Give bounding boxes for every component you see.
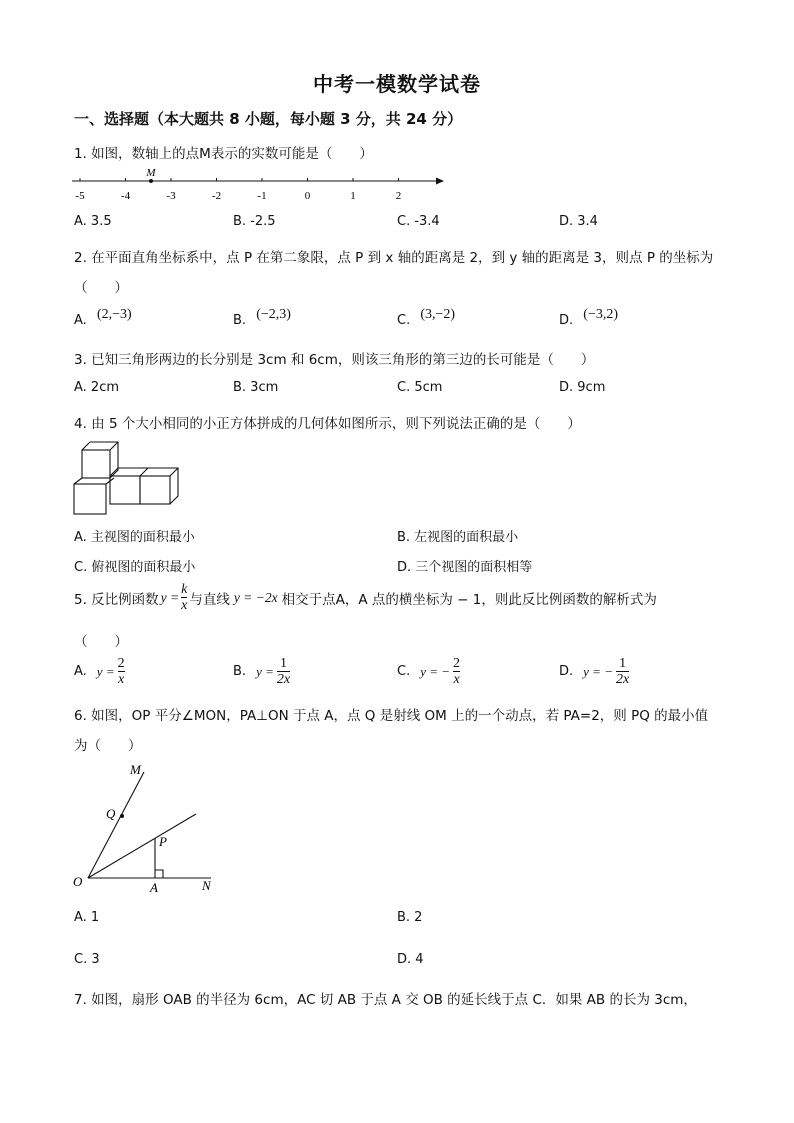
- q5-option-a: [74, 656, 125, 688]
- q5-option-d-frac: [616, 656, 629, 688]
- q4-option-b: B. 左视图的面积最小: [397, 530, 519, 545]
- q5-option-d-letter: D.: [559, 664, 574, 680]
- q1-option-b: B. -2.5: [233, 214, 276, 229]
- section-heading: 一、选择题（本大题共 8 小题，每小题 3 分，共 24 分）: [74, 110, 463, 128]
- q2-option-b-value: (−2,3): [256, 307, 291, 322]
- q5-option-d-den: 2x: [615, 672, 630, 688]
- q5-line-eq: y = −2x: [233, 589, 278, 605]
- q5-option-c-lhs: y = −: [420, 663, 451, 679]
- q5-option-b-den: 2x: [276, 672, 291, 688]
- question-2-text: 2. 在平面直角坐标系中，点 P 在第二象限，点 P 到 x 轴的距离是 2，到 y 轴的距离是 3，则点 P 的坐标为: [74, 250, 714, 266]
- q4-option-c: C. 俯视图的面积最小: [74, 560, 196, 575]
- cube-figure: [70, 438, 182, 518]
- axis-arrow-icon: [436, 178, 444, 185]
- q5-fraction: [181, 582, 187, 614]
- question-5-paren: （ ）: [74, 634, 128, 650]
- q5-option-d: [559, 656, 629, 688]
- q1-option-d: D. 3.4: [559, 214, 598, 229]
- q5-suffix: 相交于点A，A 点的横坐标为 − 1，则此反比例函数的解析式为: [281, 591, 657, 608]
- q5-option-c-den: x: [453, 672, 460, 688]
- page-title: 中考一模数学试卷: [313, 72, 481, 96]
- axis-tick-label: -3: [166, 190, 176, 202]
- q5-option-b-frac: [277, 656, 290, 688]
- q5-frac-num: k: [181, 582, 188, 597]
- q3-option-c: C. 5cm: [397, 380, 443, 395]
- q5-mid: 与直线: [189, 591, 230, 608]
- q2-option-b: [233, 307, 291, 329]
- question-5-text: [74, 582, 657, 614]
- q2-option-a-letter: A.: [74, 313, 87, 328]
- q5-option-b-letter: B.: [233, 664, 247, 680]
- angle-bisector-figure: [66, 758, 226, 898]
- q6-option-a: A. 1: [74, 910, 100, 925]
- q5-option-b-num: 1: [279, 656, 287, 671]
- q2-option-d: [559, 307, 619, 329]
- axis-tick-label: -5: [75, 190, 85, 202]
- q6-option-c: C. 3: [74, 952, 100, 967]
- label-q: Q: [106, 806, 116, 821]
- q5-option-a-num: 2: [117, 656, 125, 671]
- label-p: P: [159, 834, 167, 849]
- number-line-ticks: [75, 178, 401, 202]
- question-6-text-cont: 为（ ）: [74, 738, 142, 754]
- q4-option-a: A. 主视图的面积最小: [74, 530, 195, 545]
- point-m-label: M: [146, 167, 156, 179]
- q6-option-d: D. 4: [397, 952, 424, 967]
- q1-option-a: A. 3.5: [74, 214, 112, 229]
- ray-op: [88, 814, 196, 878]
- axis-tick-label: 0: [304, 190, 311, 202]
- label-m: M: [130, 762, 141, 777]
- label-o: O: [73, 874, 83, 889]
- q5-option-c-num: 2: [453, 656, 461, 671]
- q5-option-a-den: x: [117, 672, 125, 688]
- q2-option-d-letter: D.: [559, 313, 574, 328]
- axis-tick-label: -1: [257, 190, 267, 202]
- q5-option-b-lhs: y =: [256, 663, 274, 679]
- axis-tick-label: 1: [350, 190, 356, 202]
- q5-option-a-frac: [118, 656, 125, 688]
- label-n: N: [202, 878, 211, 893]
- q2-option-c: [397, 307, 456, 329]
- question-1-text: 1. 如图，数轴上的点M表示的实数可能是（ ）: [74, 146, 373, 162]
- q5-option-c: [397, 656, 460, 688]
- q3-option-a: A. 2cm: [74, 380, 120, 395]
- question-3-text: 3. 已知三角形两边的长分别是 3cm 和 6cm，则该三角形的第三边的长可能是（ ）: [74, 352, 595, 368]
- axis-tick-label: -2: [211, 190, 222, 202]
- q5-prefix: 5. 反比例函数: [74, 591, 159, 608]
- q2-option-c-letter: C.: [397, 313, 411, 328]
- q4-option-d: D. 三个视图的面积相等: [397, 560, 533, 575]
- q2-option-a-value: (2,−3): [96, 307, 132, 322]
- ray-om: [88, 772, 144, 878]
- q5-lhs: y =: [160, 589, 180, 605]
- q1-option-c: C. -3.4: [397, 214, 440, 229]
- q5-option-a-lhs: y =: [96, 663, 115, 679]
- q5-option-d-num: 1: [619, 656, 627, 671]
- q2-option-c-value: (3,−2): [420, 307, 456, 322]
- axis-tick-label: -4: [120, 190, 131, 202]
- point-q-dot: [120, 814, 124, 818]
- right-angle-mark: [155, 870, 163, 878]
- q5-frac-den: x: [181, 598, 188, 614]
- q2-option-d-value: (−3,2): [583, 307, 619, 322]
- question-4-text: 4. 由 5 个大小相同的小正方体拼成的几何体如图所示，则下列说法正确的是（ ）: [74, 416, 581, 432]
- axis-tick-label: 2: [395, 190, 402, 202]
- question-2-paren: （ ）: [74, 280, 128, 296]
- q6-option-b: B. 2: [397, 910, 423, 925]
- label-a: A: [150, 880, 158, 895]
- q2-option-b-letter: B.: [233, 313, 247, 328]
- q5-option-b: [233, 656, 290, 688]
- q5-option-d-lhs: y = −: [583, 663, 613, 679]
- q5-option-c-letter: C.: [397, 664, 411, 680]
- question-6-text: 6. 如图，OP 平分∠MON，PA⊥ON 于点 A，点 Q 是射线 OM 上的一个动点，若 PA=2，则 PQ 的最小值: [74, 708, 709, 724]
- q5-option-a-letter: A.: [74, 664, 87, 680]
- point-m-dot: [149, 179, 153, 183]
- q5-option-c-frac: [453, 656, 460, 688]
- q3-option-d: D. 9cm: [559, 380, 606, 395]
- question-7-text: 7. 如图，扇形 OAB 的半径为 6cm，AC 切 AB 于点 A 交 OB 的延长线于点 C．如果 AB 的长为 3cm，: [74, 992, 697, 1008]
- number-line-figure: [66, 166, 450, 202]
- q3-option-b: B. 3cm: [233, 380, 279, 395]
- q2-option-a: [74, 307, 132, 329]
